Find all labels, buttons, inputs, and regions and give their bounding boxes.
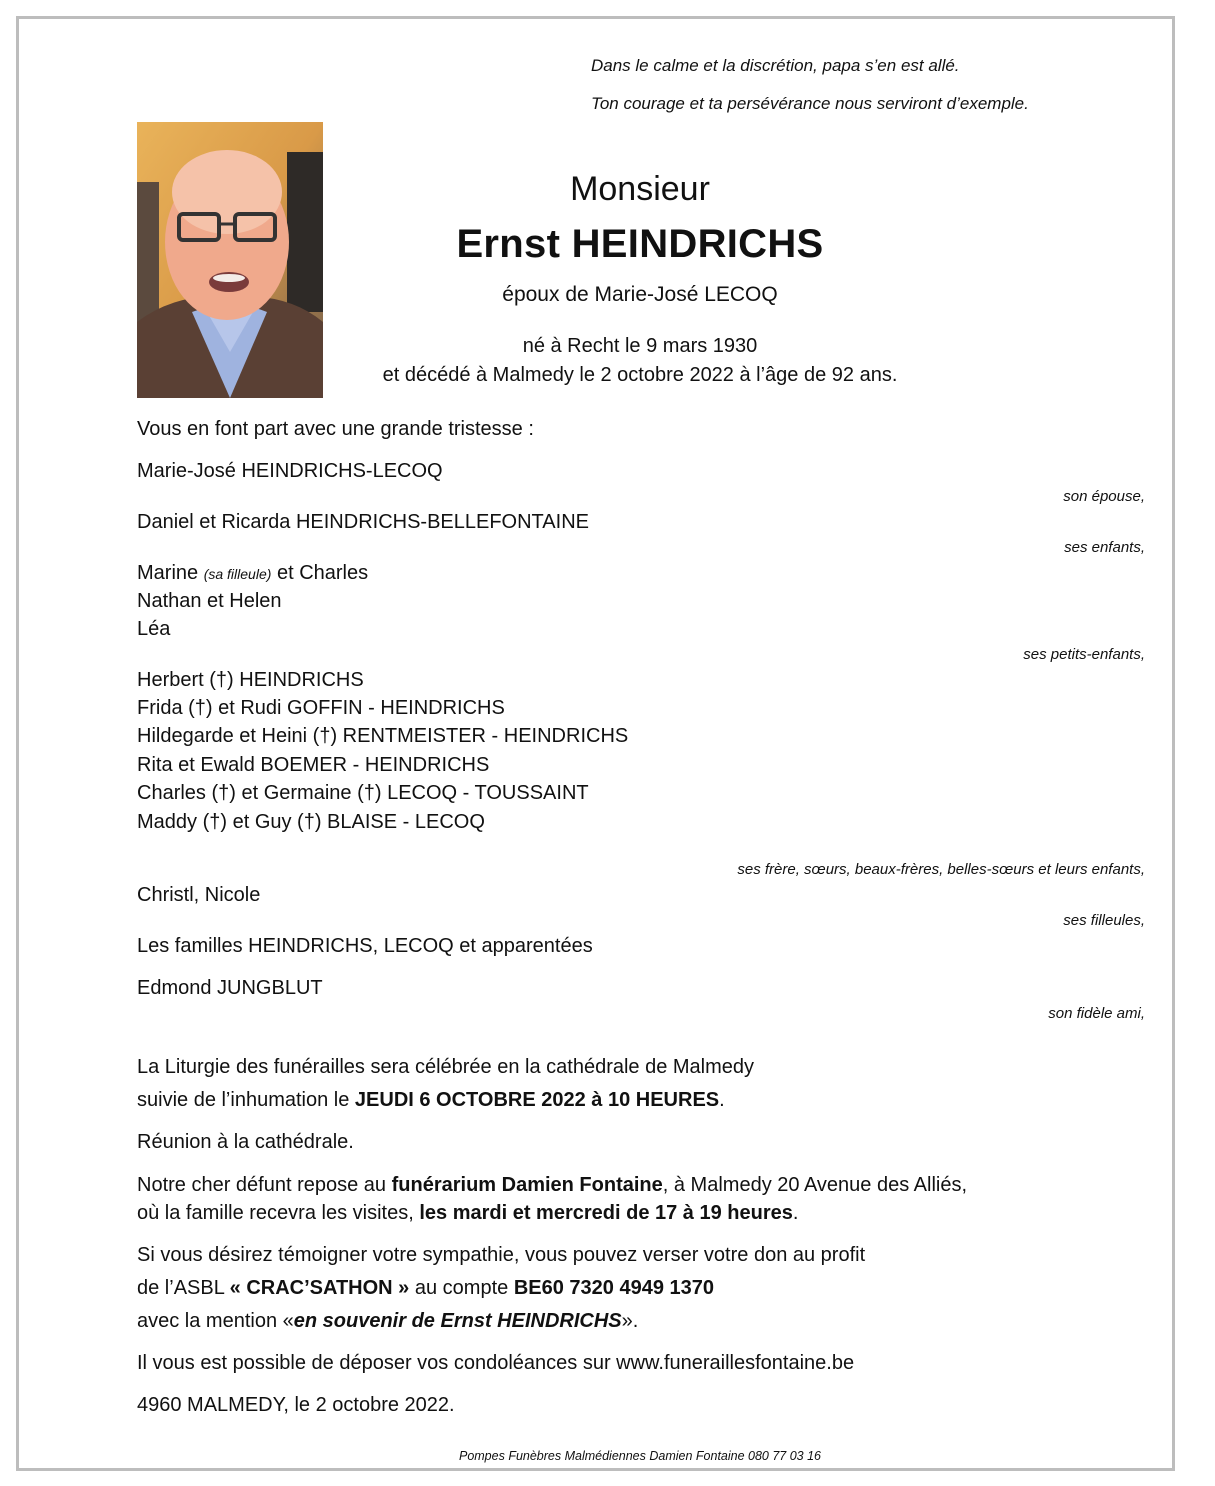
- funeral-text: suivie de l’inhumation le: [137, 1089, 355, 1111]
- honorific: Monsieur: [570, 170, 710, 208]
- punctuation: .: [719, 1089, 725, 1111]
- funeral-line-2: [137, 1089, 725, 1112]
- visiting-hours: les mardi et mercredi de 17 à 19 heures: [419, 1202, 793, 1224]
- sibling-line: Herbert (†) HEINDRICHS: [137, 669, 364, 691]
- intro-text: Vous en font part avec une grande tristesse :: [137, 418, 534, 440]
- sibling-line: Frida (†) et Rudi GOFFIN - HEINDRICHS: [137, 697, 505, 719]
- siblings-relation: ses frère, sœurs, beaux-frères, belles-sœurs et leurs enfants,: [737, 861, 1145, 878]
- donation-text: avec la mention «: [137, 1310, 294, 1332]
- condolences-line: Il vous est possible de déposer vos condoléances sur www.funeraillesfontaine.be: [137, 1352, 855, 1374]
- visits-text: où la famille recevra les visites,: [137, 1202, 420, 1224]
- donation-text: de l’ASBL: [137, 1277, 230, 1299]
- punctuation: .: [792, 1202, 799, 1224]
- quote-line-1: Dans le calme et la discrétion, papa s’en est allé.: [591, 56, 960, 75]
- rest-line: [137, 1174, 967, 1197]
- donation-line-1: Si vous désirez témoigner votre sympathie, vous pouvez verser votre don au profit: [137, 1244, 866, 1266]
- grandchildren-relation: ses petits-enfants,: [1023, 646, 1145, 663]
- goddaughters-relation: ses filleules,: [1063, 912, 1145, 929]
- grandchildren-line-2: Nathan et Helen: [137, 590, 282, 612]
- footer-funeral-home: Pompes Funèbres Malmédiennes Damien Fontaine 080 77 03 16: [458, 1449, 822, 1463]
- grandchild-name: Marine: [137, 562, 199, 584]
- sibling-line: Rita et Ewald BOEMER - HEINDRICHS: [137, 754, 490, 776]
- meeting-line: Réunion à la cathédrale.: [137, 1131, 354, 1153]
- dates-block: [340, 332, 940, 390]
- spouse-name: Marie-José HEINDRICHS-LECOQ: [137, 460, 443, 482]
- portrait-photo: [137, 122, 323, 398]
- spouse-relation: son épouse,: [1063, 488, 1145, 505]
- grandchild-partner: et Charles: [276, 562, 369, 584]
- portrait-icon: [137, 122, 323, 398]
- sibling-line: Hildegarde et Heini (†) RENTMEISTER - HEINDRICHS: [137, 725, 629, 747]
- sibling-line: Maddy (†) et Guy (†) BLAISE - LECOQ: [137, 811, 485, 833]
- spouse-line: époux de Marie-José LECOQ: [502, 283, 778, 306]
- children-relation: ses enfants,: [1064, 539, 1145, 556]
- funeral-line-1: La Liturgie des funérailles sera célébrée en la cathédrale de Malmedy: [137, 1056, 755, 1078]
- charity-name: « CRAC’SATHON »: [229, 1277, 410, 1299]
- goddaughters-names: Christl, Nicole: [137, 884, 261, 906]
- visits-line: [137, 1202, 798, 1225]
- funeral-home: funérarium Damien Fontaine: [391, 1174, 663, 1196]
- grandchildren-line-3: Léa: [137, 618, 171, 640]
- funeral-datetime: JEUDI 6 OCTOBRE 2022 à 10 HEURES: [354, 1089, 720, 1111]
- quote-line-2: Ton courage et ta persévérance nous serviront d’exemple.: [591, 94, 1029, 113]
- families-line: Les familles HEINDRICHS, LECOQ et apparentées: [137, 935, 593, 957]
- rest-text: Notre cher défunt repose au: [137, 1174, 392, 1196]
- donation-line-2: [137, 1277, 714, 1300]
- death-line: et décédé à Malmedy le 2 octobre 2022 à l’âge de 92 ans.: [382, 364, 898, 386]
- friend-relation: son fidèle ami,: [1048, 1005, 1145, 1022]
- donation-text: au compte: [409, 1277, 514, 1299]
- donation-mention: en souvenir de Ernst HEINDRICHS: [293, 1310, 622, 1332]
- sibling-line: Charles (†) et Germaine (†) LECOQ - TOUSSAINT: [137, 782, 589, 804]
- deceased-name: Ernst HEINDRICHS: [456, 222, 824, 266]
- friend-name: Edmond JUNGBLUT: [137, 977, 323, 999]
- donation-line-3: [137, 1310, 638, 1333]
- birth-line: né à Recht le 9 mars 1930: [522, 335, 758, 357]
- rest-address: , à Malmedy 20 Avenue des Alliés,: [662, 1174, 968, 1196]
- children-name: Daniel et Ricarda HEINDRICHS-BELLEFONTAINE: [137, 511, 589, 533]
- goddaughter-note: (sa filleule): [203, 566, 272, 582]
- grandchildren-line-1: [137, 562, 368, 585]
- bank-account: BE60 7320 4949 1370: [513, 1277, 715, 1299]
- punctuation: ».: [621, 1310, 639, 1332]
- place-date: 4960 MALMEDY, le 2 octobre 2022.: [137, 1394, 455, 1416]
